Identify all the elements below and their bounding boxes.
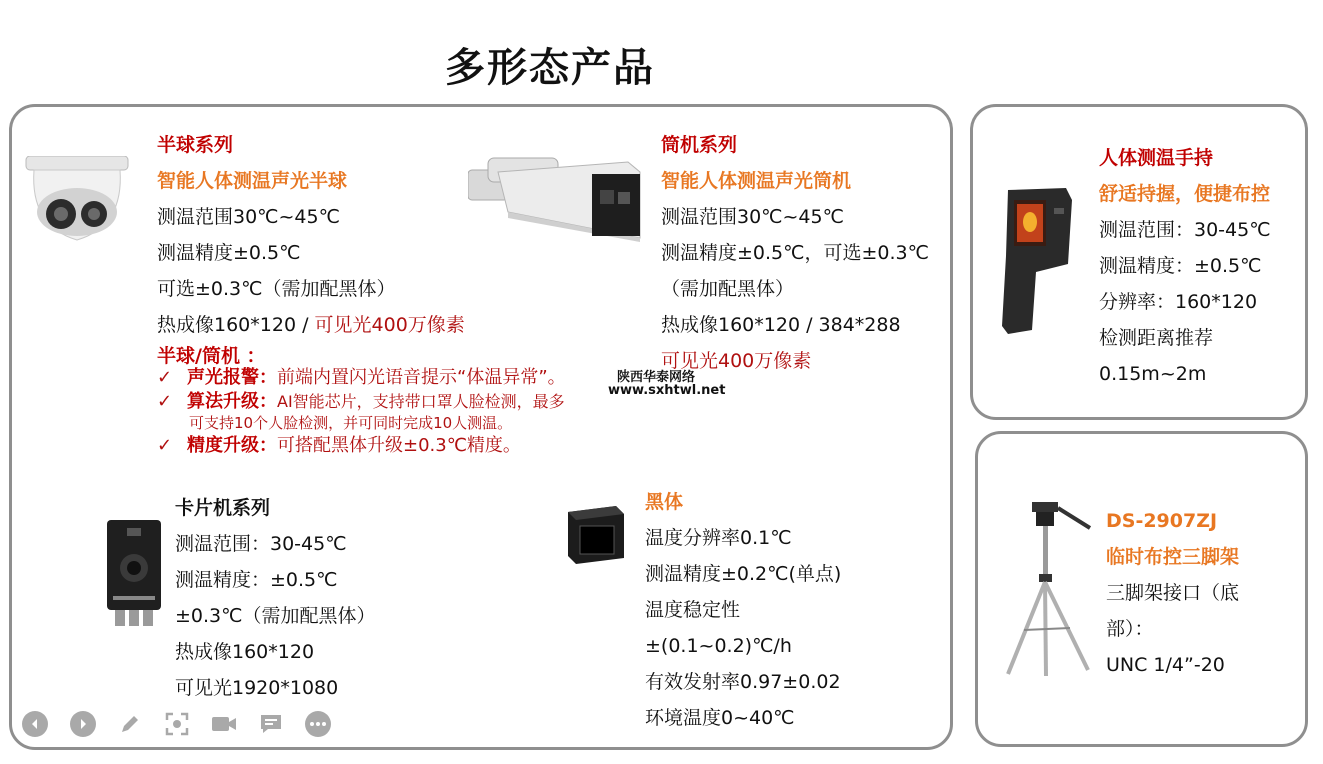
card-spec-range: 测温范围：30-45℃	[175, 533, 347, 555]
bullet-product-name: 智能人体测温声光筒机	[661, 170, 852, 192]
feature-item-precision	[157, 434, 521, 458]
bullet-spec-accuracy: 测温精度±0.5℃，可选±0.3℃	[661, 242, 929, 264]
pen-icon[interactable]	[117, 711, 143, 737]
blackbody-title: 黑体	[645, 491, 684, 513]
tripod-spec-interface: 三脚架接口（底	[1106, 582, 1240, 604]
feature-text: 可搭配黑体升级±0.3℃精度。	[277, 435, 521, 456]
card-spec-optional: ±0.3℃（需加配黑体）	[175, 605, 376, 627]
bullet-spec-range: 测温范围30℃~45℃	[661, 206, 844, 228]
feature-item-algorithm	[157, 390, 565, 414]
feature-key: 精度升级：	[187, 435, 277, 456]
feature-key: 算法升级：	[187, 391, 277, 412]
check-icon: ✓	[157, 435, 173, 456]
card-spec-accuracy: 测温精度：±0.5℃	[175, 569, 338, 591]
tripod-model: DS-2907ZJ	[1106, 510, 1218, 532]
handheld-spec-accuracy: 测温精度：±0.5℃	[1099, 255, 1262, 277]
card-spec-visible: 可见光1920*1080	[175, 677, 339, 699]
check-icon: ✓	[157, 367, 173, 388]
comment-icon[interactable]	[258, 711, 284, 737]
blackbody-spec-ambient: 环境温度0~40℃	[645, 707, 795, 729]
feature-algorithm-detail: 可支持10个人脸检测，并可同时完成10人测温。	[189, 414, 513, 432]
handheld-spec-resolution: 分辨率：160*120	[1099, 291, 1258, 313]
bullet-camera-image	[468, 150, 648, 245]
handheld-spec-range: 测温范围：30-45℃	[1099, 219, 1271, 241]
dome-thermal-res: 热成像160*120 /	[157, 314, 315, 336]
feature-text: 前端内置闪光语音提示“体温异常”。	[277, 367, 566, 388]
tripod-image	[1002, 500, 1094, 680]
feature-key: 声光报警：	[187, 367, 277, 388]
card-camera-image	[105, 518, 163, 628]
card-series-title: 卡片机系列	[175, 497, 271, 519]
handheld-series-title: 人体测温手持	[1099, 147, 1214, 169]
dome-visible-res: 可见光400万像素	[314, 314, 465, 336]
feature-item-alarm	[157, 366, 566, 390]
check-icon: ✓	[157, 391, 173, 412]
dome-spec-optional: 可选±0.3℃（需加配黑体）	[157, 278, 396, 300]
handheld-spec-distance: 检测距离推荐	[1099, 327, 1214, 349]
blackbody-spec-stability: 温度稳定性	[645, 599, 741, 621]
dome-camera-image	[24, 156, 130, 246]
bullet-spec-thermal: 热成像160*120 / 384*288	[661, 314, 901, 336]
page-title: 多形态产品	[445, 45, 655, 91]
dome-spec-range: 测温范围30℃~45℃	[157, 206, 340, 228]
blackbody-spec-accuracy: 测温精度±0.2℃(单点)	[645, 563, 842, 585]
card-spec-thermal: 热成像160*120	[175, 641, 315, 663]
tripod-spec-thread: UNC 1/4”-20	[1106, 654, 1225, 676]
watermark-name: 陕西华泰网络	[617, 370, 696, 385]
tripod-product-name: 临时布控三脚架	[1106, 546, 1240, 568]
prev-icon[interactable]	[22, 711, 48, 737]
handheld-spec-distance-value: 0.15m~2m	[1099, 363, 1207, 385]
dome-series-title: 半球系列	[157, 134, 234, 156]
blackbody-image	[562, 500, 626, 566]
features-heading: 半球/筒机 ：	[157, 345, 266, 367]
blackbody-spec-emissivity: 有效发射率0.97±0.02	[645, 671, 841, 693]
dome-product-name: 智能人体测温声光半球	[157, 170, 348, 192]
watermark-url: www.sxhtwl.net	[608, 383, 726, 398]
bullet-spec-blackbody: （需加配黑体）	[661, 278, 795, 300]
handheld-device-image	[996, 186, 1076, 336]
feature-text: AI智能芯片，支持带口罩人脸检测，最多	[277, 392, 565, 411]
next-icon[interactable]	[70, 711, 96, 737]
screenshot-icon[interactable]	[164, 711, 190, 737]
camera-icon[interactable]	[211, 711, 237, 737]
blackbody-spec-stability-value: ±(0.1~0.2)℃/h	[645, 635, 792, 657]
dome-spec-accuracy: 测温精度±0.5℃	[157, 242, 301, 264]
blackbody-spec-resolution: 温度分辨率0.1℃	[645, 527, 792, 549]
more-icon[interactable]	[305, 711, 331, 737]
bullet-series-title: 筒机系列	[661, 134, 738, 156]
tripod-spec-interface-cont: 部）：	[1106, 618, 1154, 640]
handheld-product-name: 舒适持握，便捷布控	[1099, 183, 1271, 205]
bullet-spec-visible: 可见光400万像素	[661, 350, 812, 372]
